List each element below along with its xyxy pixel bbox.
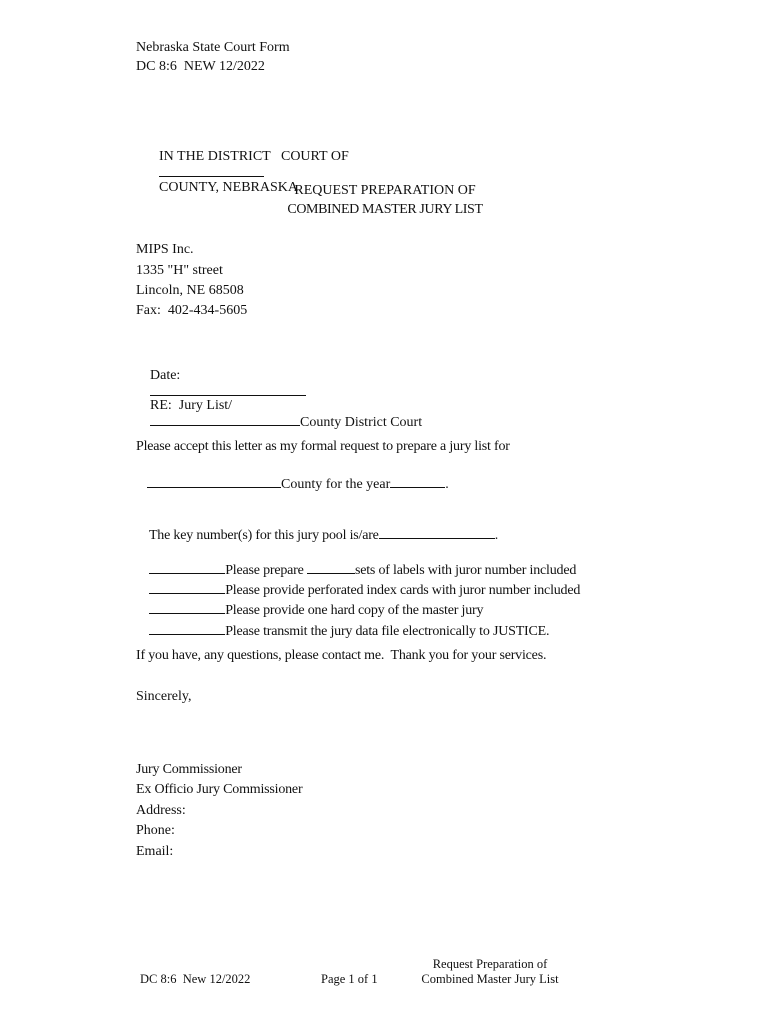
option-transmit-text: Please transmit the jury data file electronically to JUSTICE.	[225, 624, 550, 639]
option-hard-copy-text: Please provide one hard copy of the master jury	[225, 603, 484, 618]
form-header-line1: Nebraska State Court Form	[136, 40, 290, 55]
recipient-name: MIPS Inc.	[136, 242, 194, 257]
footer-page-number: Page 1 of 1	[321, 972, 378, 986]
request-end: .	[445, 477, 449, 492]
county-blank[interactable]	[159, 164, 264, 177]
key-numbers-text: The key number(s) for this jury pool is/are	[148, 528, 379, 543]
re-line	[136, 385, 422, 444]
key-numbers-blank[interactable]	[379, 526, 495, 539]
option-transmit	[136, 608, 549, 653]
signature-address: Address:	[136, 803, 186, 818]
signature-ex-officio: Ex Officio Jury Commissioner	[136, 782, 303, 797]
footer-title-line2: Combined Master Jury List	[421, 972, 559, 986]
request-line2	[133, 461, 449, 506]
recipient-street: 1335 "H" street	[136, 263, 223, 278]
recipient-city: Lincoln, NE 68508	[136, 283, 244, 298]
option-labels-text1: Please prepare	[225, 563, 304, 578]
signature-commissioner: Jury Commissioner	[136, 762, 242, 777]
key-end: .	[494, 528, 498, 543]
document-title-line2: COMBINED MASTER JURY LIST	[287, 202, 483, 217]
request-county-text: County for the year	[281, 477, 391, 492]
footer-form-id: DC 8:6 New 12/2022	[140, 972, 251, 986]
closing-sincerely: Sincerely,	[136, 689, 192, 704]
option-index-cards-text: Please provide perforated index cards with juror number included	[225, 583, 581, 598]
recipient-fax: Fax: 402-434-5605	[136, 303, 248, 318]
re-suffix: County District Court	[300, 415, 423, 430]
signature-phone: Phone:	[136, 823, 175, 838]
document-title-line1: REQUEST PREPARATION OF	[294, 183, 476, 198]
option-labels-text2: sets of labels with juror number included	[354, 563, 577, 578]
re-label: RE: Jury List/	[150, 398, 233, 413]
re-county-blank[interactable]	[150, 413, 300, 426]
form-header-line2: DC 8:6 NEW 12/2022	[136, 59, 265, 74]
option-transmit-blank[interactable]	[149, 622, 225, 635]
date-label: Date:	[150, 368, 181, 383]
court-line	[145, 136, 349, 209]
court-suffix: COUNTY, NEBRASKA	[159, 180, 298, 195]
request-line1: Please accept this letter as my formal request to prepare a jury list for	[136, 439, 510, 454]
request-county-blank[interactable]	[147, 475, 281, 488]
request-year-blank[interactable]	[390, 475, 445, 488]
court-prefix: IN THE DISTRICT COURT OF	[159, 149, 349, 164]
closing-questions: If you have, any questions, please contact me. Thank you for your services.	[136, 648, 547, 663]
footer-title-line1: Request Preparation of	[432, 957, 548, 971]
signature-email: Email:	[136, 844, 174, 859]
